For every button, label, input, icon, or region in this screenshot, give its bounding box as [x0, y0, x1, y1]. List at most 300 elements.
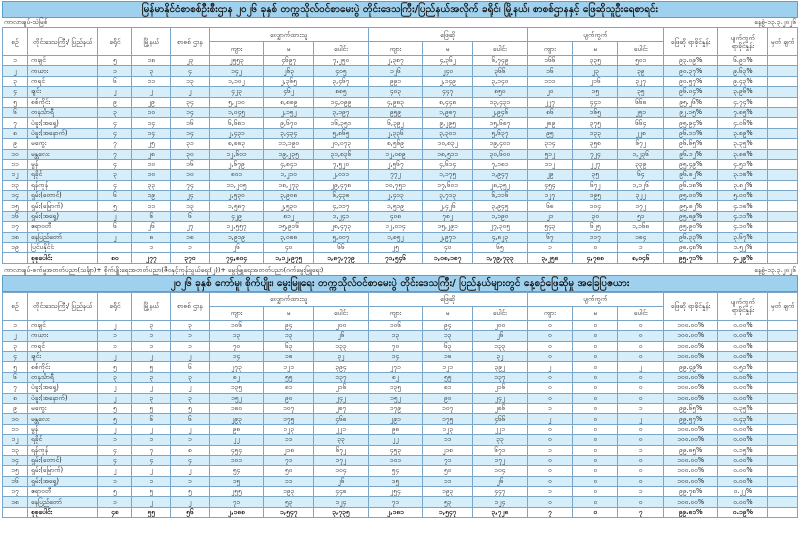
table-cell: ၄၂၃	[209, 87, 264, 97]
table-cell: ၁၃	[171, 76, 210, 86]
section1-date: နေ့စွဲ-၁၃.၃.၂၀၂၆	[754, 18, 796, 26]
table-cell: ၆	[171, 211, 210, 221]
table-cell: ၄,၈၂၃	[473, 232, 528, 242]
table-cell: ၁.၅၂%	[718, 243, 768, 253]
table-cell: ရန်ကုန်	[27, 180, 97, 190]
table-cell: ၃၁,၈၃၆	[314, 149, 369, 159]
section2-table-body	[3, 320, 798, 517]
table-cell: ၀	[573, 476, 618, 486]
table-cell: ၀.၀၀%	[718, 372, 768, 382]
table-cell: ၈,၈၈၉	[264, 97, 314, 107]
table-cell: ၆	[132, 414, 171, 424]
table-cell: ၀	[573, 351, 618, 361]
table-cell: ၁၃၃	[573, 128, 618, 138]
table-cell: ၇၀	[209, 341, 264, 351]
table-cell: ၁,၁၂၆	[618, 180, 663, 190]
table-cell: ၀.၀၀%	[718, 320, 768, 330]
table-cell: ၀.၀၀%	[718, 341, 768, 351]
table-cell: ၁၅	[3, 466, 28, 476]
table-row	[3, 243, 798, 253]
table-cell: ၅၅	[264, 372, 314, 382]
table-cell: ၃၂	[314, 351, 369, 361]
table-cell: ၁၅,၂၉၁	[423, 222, 473, 232]
table-cell: ၂	[98, 211, 132, 221]
table-cell: ကချင်	[27, 320, 97, 330]
table-cell: ၂၄	[171, 191, 210, 201]
table-cell: ၁	[171, 243, 210, 253]
table-cell: ၄,၆၁၄	[423, 159, 473, 169]
table-cell: ဧရာဝတီ	[27, 487, 97, 497]
table-cell: ၂,၄၀၃	[368, 191, 423, 201]
table-cell: ၀	[527, 455, 572, 465]
table-cell: ၁၃၅	[368, 383, 423, 393]
table-cell: ၂၃	[171, 56, 210, 66]
table-cell: ၉၈	[209, 424, 264, 434]
table-cell: ၃၇၀	[171, 253, 210, 263]
table-cell: ၁၃၅	[209, 383, 264, 393]
table-cell: ၃၃	[314, 435, 369, 445]
table-cell: ၁	[171, 331, 210, 341]
table-cell: ၀	[573, 383, 618, 393]
table-cell: ၀	[618, 466, 663, 476]
table-cell: ၁၉၅	[573, 191, 618, 201]
table-row	[3, 118, 798, 128]
table-cell	[768, 191, 798, 201]
table-cell: ၉၅၉	[368, 107, 423, 117]
table-cell: ၀	[573, 487, 618, 497]
table-cell: ၁၁	[264, 476, 314, 486]
table-cell: ၀.၃၅%	[718, 403, 768, 413]
table-cell: ၇	[3, 383, 28, 393]
table-cell: ၁၀	[132, 159, 171, 169]
table-cell: ၄၈	[98, 507, 132, 517]
table-cell: ၁	[132, 243, 171, 253]
table-cell: ၃၃	[473, 435, 528, 445]
table-cell: ၁၀၀.၀၀%	[663, 341, 718, 351]
col-center: စာစစ် ဌာန	[171, 28, 210, 56]
table-cell: ၃,၁၄၀	[473, 76, 528, 86]
table-cell: ၈၁	[264, 383, 314, 393]
table-cell: ၅	[3, 362, 28, 372]
table-row	[3, 87, 798, 97]
table-cell: ၁၂၃	[264, 424, 314, 434]
table-cell: ၅၄	[209, 466, 264, 476]
table-cell: ၁၃	[3, 180, 28, 190]
table-cell: ၁၄	[368, 351, 423, 361]
table-cell: ၃	[98, 170, 132, 180]
table-cell: ၁	[98, 497, 132, 507]
col-region: တိုင်းဒေသကြီး/ ပြည်နယ်	[27, 292, 97, 320]
table-cell: ၁၇၅	[423, 414, 473, 424]
table-cell: ၀	[527, 435, 572, 445]
table-cell: ၉,၆၇၀	[264, 118, 314, 128]
table-cell: ၂၉	[527, 170, 572, 180]
table-cell: စုစုပေါင်း	[27, 253, 97, 263]
table-cell: ၃,၇၃၅	[314, 507, 369, 517]
col-male: ကျား	[368, 306, 423, 320]
table-cell: ၁၄၂	[209, 66, 264, 76]
table-cell	[768, 149, 798, 159]
table-cell: ၁,၁၆၈	[618, 222, 663, 232]
table-cell: ၁,၈၇,၇၇၉	[314, 253, 369, 263]
table-cell: ၄၀	[423, 243, 473, 253]
table-cell: ၅၃	[264, 497, 314, 507]
table-cell: ၁	[527, 445, 572, 455]
table-row	[3, 372, 798, 382]
table-cell: ၆,၆၈၁	[209, 118, 264, 128]
table-cell: ၅၃	[423, 497, 473, 507]
table-cell: ၉၆.၆၅%	[663, 139, 718, 149]
table-cell: ၂	[98, 87, 132, 97]
table-cell: ၃၁	[171, 139, 210, 149]
table-cell: ၂၅၁	[618, 107, 663, 117]
table-row	[3, 139, 798, 149]
table-cell: ၁၀၄	[314, 466, 369, 476]
table-cell: ၃,၉၀၈	[264, 191, 314, 201]
table-row	[3, 445, 798, 455]
table-cell: ၁၁	[423, 435, 473, 445]
table-cell: ၂၆	[132, 222, 171, 232]
table-cell: ရခိုင်	[27, 435, 97, 445]
table-cell: ၉၅.၀၀%	[663, 191, 718, 201]
table-cell: ၂	[618, 362, 663, 372]
table-cell: ၃၃	[132, 180, 171, 190]
table-cell: ၂၇၃	[209, 362, 264, 372]
table-cell	[768, 56, 798, 66]
table-cell: ၈၁	[423, 383, 473, 393]
table-cell: ၁၃၇	[314, 372, 369, 382]
table-cell: ရှမ်း(အရှေ့)	[27, 211, 97, 221]
table-cell: ၅၁၂	[527, 149, 572, 159]
table-cell: ၇၁	[209, 497, 264, 507]
table-cell: ၀	[573, 331, 618, 341]
table-cell	[768, 97, 798, 107]
table-cell: ဧရာဝတီ	[27, 222, 97, 232]
table-cell: နေပြည်တော်	[27, 232, 97, 242]
table-cell: ၁,၉၄၇	[473, 170, 528, 180]
table-row	[3, 455, 798, 465]
table-cell: ၄၄၇	[473, 487, 528, 497]
table-cell: ၁၂၁	[423, 362, 473, 372]
section1-subtitle: ကာလာချပ်-သဲမြစ်	[4, 18, 48, 26]
table-cell: ၁၅,၉၁၆	[264, 222, 314, 232]
table-cell: ၁၃၇	[473, 372, 528, 382]
table-cell: ၁၈	[3, 232, 28, 242]
table-cell: ၀	[573, 362, 618, 372]
table-cell: ၆၆၄	[618, 118, 663, 128]
table-cell: ၀	[527, 476, 572, 486]
table-cell	[768, 211, 798, 221]
table-cell	[768, 351, 798, 361]
table-cell: ၆၆၈	[618, 97, 663, 107]
table-cell: ၆၆	[314, 243, 369, 253]
table-cell: ၁၆	[171, 118, 210, 128]
table-cell: ၁၁	[423, 476, 473, 486]
table-cell: ၄	[171, 455, 210, 465]
table-cell: ၉၅	[527, 128, 572, 138]
table-cell: ကချင်	[27, 56, 97, 66]
table-cell: ၂၆	[314, 331, 369, 341]
table-cell: ၅,၂၁၀	[209, 97, 264, 107]
col-female: မ	[264, 42, 314, 56]
table-cell: ၉၀	[423, 393, 473, 403]
table-cell: ၄.၂၉%	[718, 253, 768, 263]
table-cell: ၄	[98, 455, 132, 465]
table-cell: ၂	[98, 424, 132, 434]
table-cell	[768, 466, 798, 476]
section1-table-body	[3, 56, 798, 264]
table-cell: ၁၇,၆၀၁	[423, 180, 473, 190]
table-cell: ၁၃	[368, 331, 423, 341]
table-cell: ၃,၄၃၄	[264, 128, 314, 138]
table-cell: ၁၈,၅၁၁	[423, 149, 473, 159]
table-cell: ၁၀၆	[368, 320, 423, 330]
table-cell: ၀.၂၂%	[718, 487, 768, 497]
table-cell: ၁၄	[132, 118, 171, 128]
table-cell: ၂၅	[368, 243, 423, 253]
table-cell: ၄၆၂	[264, 87, 314, 97]
table-cell: ၂၂၈	[618, 128, 663, 138]
col-male: ကျား	[209, 306, 264, 320]
table-cell: မန္တလေး	[27, 149, 97, 159]
table-cell: ၀	[618, 351, 663, 361]
table-cell: ၁၀၀.၀၀%	[663, 372, 718, 382]
table-cell: ၃	[132, 393, 171, 403]
table-cell: ၂၄၂	[473, 393, 528, 403]
table-cell	[768, 201, 798, 211]
table-cell: ၁၃,၄၃၁	[473, 97, 528, 107]
table-cell: ၀	[527, 320, 572, 330]
table-cell: ၁၄	[3, 455, 28, 465]
table-cell: ၀	[573, 403, 618, 413]
table-cell: ၂,၃၃၆	[368, 128, 423, 138]
table-row	[3, 201, 798, 211]
table-cell: ၈,၀၄၆	[618, 253, 663, 263]
table-cell: ၂၆	[209, 243, 264, 253]
table-cell: နေပြည်တော်	[27, 497, 97, 507]
table-cell: ၁၀၆	[209, 320, 264, 330]
table-cell: ၃	[132, 320, 171, 330]
table-cell: ၁၁	[132, 76, 171, 86]
table-cell: ၃	[98, 107, 132, 117]
table-cell	[768, 243, 798, 253]
table-cell: ၀.၁၅%	[718, 445, 768, 455]
table-cell	[768, 107, 798, 117]
table-cell: ၂,၆၇၉	[209, 159, 264, 169]
table-cell	[768, 128, 798, 138]
table-cell: ချင်း	[27, 87, 97, 97]
table-cell: မကွေး	[27, 403, 97, 413]
col-no: စဉ်	[3, 292, 28, 320]
table-cell: ၂	[171, 497, 210, 507]
table-cell: ၃၀,၆၀၀	[473, 149, 528, 159]
table-cell: ၁၀၇	[423, 403, 473, 413]
table-cell: ၄,၁၁၇	[314, 201, 369, 211]
table-cell	[768, 445, 798, 455]
table-cell: ၈၆	[527, 107, 572, 117]
col-district: ခရိုင်	[98, 292, 132, 320]
table-cell: ၁၂,၆၀၁	[209, 149, 264, 159]
table-cell: ရှမ်း(မြောက်)	[27, 466, 97, 476]
table-cell: ၄	[98, 118, 132, 128]
table-cell: ၄.၁၁%	[718, 211, 768, 221]
table-cell: ၂၈	[132, 149, 171, 159]
table-cell: ၃၇၅	[573, 118, 618, 128]
table-cell: ပဲခူး(အရှေ့)	[27, 118, 97, 128]
col-sat-pct: ဖြေဆို ရာခိုင်နှုန်း	[663, 292, 718, 320]
table-cell: ၂၉၃	[209, 414, 264, 424]
table-cell: ၁၇	[3, 487, 28, 497]
table-cell: ၁၀၀.၀၀%	[663, 476, 718, 486]
table-cell: စုစုပေါင်း	[27, 507, 97, 517]
table-cell: ၆	[98, 76, 132, 86]
table-cell: ၉.၆၃%	[718, 66, 768, 76]
table-cell: ၁,၁၉၀	[473, 211, 528, 221]
table-cell: ၀	[618, 497, 663, 507]
table-cell: ၁	[98, 435, 132, 445]
table-cell: ၃.၁၈%	[718, 170, 768, 180]
table-cell: ၁၉၃	[423, 487, 473, 497]
table-cell: ၅	[98, 487, 132, 497]
table-cell: ၁၄	[171, 107, 210, 117]
table-cell: ၃၅	[618, 87, 663, 97]
table-cell: ၀	[573, 372, 618, 382]
table-cell	[768, 455, 798, 465]
document-page	[2, 1, 798, 549]
table-cell: ၈	[132, 232, 171, 242]
table-cell: ၁၁,၂၀၅	[209, 180, 264, 190]
table-cell: ၁၂	[3, 170, 28, 180]
table-cell: ၃၂၂	[618, 191, 663, 201]
table-cell: ၉၅.၈၂%	[663, 201, 718, 211]
table-cell: ၇၁	[264, 455, 314, 465]
table-cell: ၃.၈၉%	[718, 128, 768, 138]
col-absent: ပျက်ကွက်	[527, 292, 663, 306]
table-cell	[768, 424, 798, 434]
table-cell: ၂	[527, 362, 572, 372]
table-cell: ၃.၈၈%	[718, 149, 768, 159]
table-cell: ၅၀	[264, 466, 314, 476]
table-cell	[768, 476, 798, 486]
table-cell: ၂၉၁	[368, 414, 423, 424]
col-region: တိုင်းဒေသကြီး/ ပြည်နယ်	[27, 28, 97, 56]
table-cell: ၁၉၃	[264, 487, 314, 497]
table-cell: ၅	[132, 403, 171, 413]
table-cell: ၉၄	[423, 320, 473, 330]
table-cell: ၇,၅၂၀	[314, 159, 369, 169]
table-cell: ၁၇၂	[618, 201, 663, 211]
table-cell: ၁,၉၁၉	[209, 232, 264, 242]
table-cell: ၁၈	[423, 351, 473, 361]
table-cell: ၅၄၃	[527, 222, 572, 232]
table-cell: ၁၈,၂၇၃	[264, 180, 314, 190]
table-cell: ၅,၆၃၇	[473, 128, 528, 138]
table-cell: ၄၀၈	[368, 211, 423, 221]
table-row	[3, 466, 798, 476]
table-cell	[768, 180, 798, 190]
table-cell: ၂,၁၈၈	[209, 507, 264, 517]
table-cell: ၉၀	[264, 393, 314, 403]
table-cell: ၁	[618, 445, 663, 455]
table-cell: ၂၇,၃၀၅	[473, 222, 528, 232]
table-cell: ၀.၀၀%	[718, 331, 768, 341]
table-cell: ၂၀,၀၇၃	[314, 139, 369, 149]
table-cell: ၁	[98, 66, 132, 76]
col-total: ပေါင်း	[618, 306, 663, 320]
table-cell: ၂	[171, 466, 210, 476]
table-cell: ရခိုင်	[27, 170, 97, 180]
table-cell: ၇၁	[368, 497, 423, 507]
table-cell: ၄၆၈	[314, 414, 369, 424]
table-cell: ၉၅.၈၉%	[663, 211, 718, 221]
table-cell: ၀.၀၀%	[718, 393, 768, 403]
table-cell: ၃,၁၉၇	[314, 107, 369, 117]
table-cell: ၅	[98, 403, 132, 413]
table-cell: ၂	[132, 466, 171, 476]
table-cell	[768, 118, 798, 128]
table-cell: ၀	[618, 372, 663, 382]
table-cell: ၂,၅၃၀	[264, 201, 314, 211]
table-cell: ၁၀၀.၀၀%	[663, 320, 718, 330]
table-cell: ၁	[98, 331, 132, 341]
table-cell: ၃၅၈	[573, 139, 618, 149]
table-cell: ပဲခူး(အရှေ့)	[27, 383, 97, 393]
table-cell: ၀.၀၀%	[718, 497, 768, 507]
table-cell: ၆	[98, 222, 132, 232]
table-cell: ၀	[573, 393, 618, 403]
table-cell: ၁၃	[423, 331, 473, 341]
table-cell: ၄၄၁	[573, 97, 618, 107]
table-cell: ၁	[527, 403, 572, 413]
table-cell: ၃	[3, 76, 28, 86]
table-cell: ၁၉,၄၀၁	[473, 139, 528, 149]
table-cell: ၄,၃၆၂	[423, 56, 473, 66]
table-cell: ၃.၃၅%	[718, 139, 768, 149]
table-row	[3, 56, 798, 66]
table-cell: ၁၅	[573, 87, 618, 97]
table-cell: ၁,၅၄၇	[423, 507, 473, 517]
table-cell: ၃.၈၂%	[718, 180, 768, 190]
table-cell: ၂	[98, 383, 132, 393]
table-cell: ၆၃	[264, 341, 314, 351]
table-cell: ၀	[573, 507, 618, 517]
table-cell: ၁၈၀	[209, 403, 264, 413]
table-cell: ၆၄	[618, 170, 663, 180]
table-cell: ၁,၁၇၅	[423, 170, 473, 180]
table-cell: ၄,၉၈၃	[368, 97, 423, 107]
table-cell: ၈,၅၆၉	[368, 139, 423, 149]
table-cell: ၁၂၃	[423, 424, 473, 434]
table-cell: ၁	[618, 403, 663, 413]
table-cell: ၁၆၅	[573, 107, 618, 117]
section2-title: ၂၀၂၆ ခုနှစ် ကော်မူ၊ စိုက်ပျိုး၊ မွေးမြူရေး တက္ကသိုလ်ဝင်စာမေးပွဲ တိုင်းဒေသကြီး/ ပြည်နယ်များတွင် နေ့စဉ်ဖြေဆိုမှု အခြေပြဇယား	[2, 275, 798, 292]
col-female: မ	[423, 42, 473, 56]
table-cell: ၁၁,၁၉၀	[264, 139, 314, 149]
col-absent: ပျက်ကွက်	[527, 28, 663, 42]
table-cell: ၈၀	[98, 253, 132, 263]
table-cell: ၀	[573, 497, 618, 507]
table-cell: ၂,၅၃၀	[209, 191, 264, 201]
table-cell: ၉၆.၁၈%	[663, 180, 718, 190]
table-cell: ၅,၈၆၅	[314, 128, 369, 138]
table-cell: ၄	[132, 455, 171, 465]
table-cell: ၁၀၀.၀၀%	[663, 351, 718, 361]
table-cell: ၁၀၀.၀၀%	[663, 424, 718, 434]
table-row	[3, 331, 798, 341]
table-cell: ၆,၁၁၆	[473, 191, 528, 201]
table-cell: ၉၉.၇၈%	[663, 487, 718, 497]
table-cell: ၂	[132, 383, 171, 393]
